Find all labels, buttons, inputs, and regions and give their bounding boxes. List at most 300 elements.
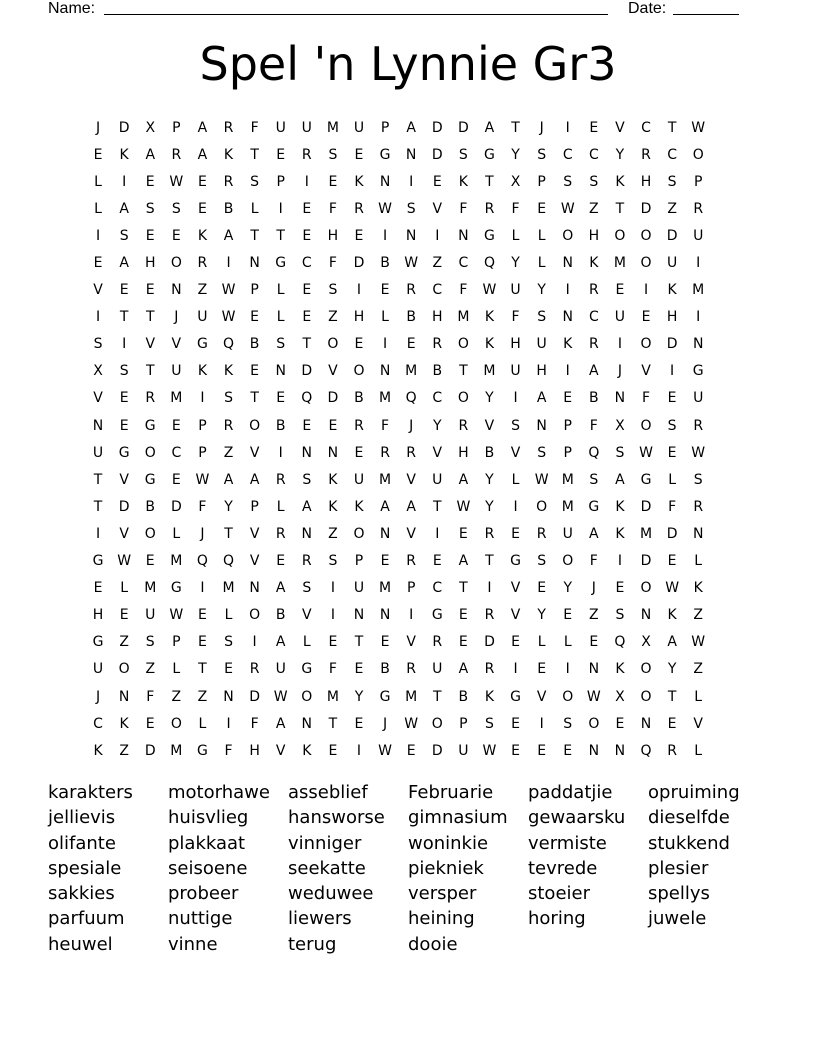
grid-letter: P — [563, 444, 572, 461]
word-item: sakkies — [48, 883, 115, 905]
grid-letter: O — [353, 525, 365, 542]
grid-letter: A — [223, 227, 234, 244]
grid-letter: R — [484, 607, 495, 624]
grid-letter: E — [589, 634, 599, 651]
grid-letter: S — [406, 200, 416, 217]
grid-letter: C — [93, 715, 103, 732]
grid-letter: U — [301, 119, 312, 136]
grid-letter: E — [171, 227, 181, 244]
grid-letter: F — [224, 742, 233, 759]
grid-letter: E — [641, 309, 651, 326]
grid-letter: I — [356, 742, 362, 759]
grid-letter: N — [301, 525, 313, 542]
grid-letter: D — [457, 119, 469, 136]
grid-letter: X — [145, 119, 156, 136]
grid-letter: D — [170, 498, 182, 515]
grid-letter: L — [694, 688, 703, 705]
grid-letter: O — [327, 336, 339, 353]
grid-letter: E — [615, 282, 625, 299]
grid-letter: N — [640, 607, 652, 624]
grid-letter: Y — [224, 498, 233, 515]
grid-row — [85, 602, 735, 629]
grid-letter: G — [510, 553, 521, 570]
grid-letter: E — [615, 715, 625, 732]
grid-row — [85, 493, 735, 520]
grid-row — [85, 168, 735, 195]
grid-letter: N — [249, 255, 260, 272]
grid-letter: O — [588, 715, 600, 732]
grid-letter: D — [431, 146, 443, 163]
grid-letter: E — [119, 417, 129, 434]
grid-letter: D — [301, 363, 313, 380]
grid-letter: E — [276, 390, 286, 407]
grid-row — [85, 656, 735, 683]
grid-letter: G — [379, 688, 391, 705]
grid-letter: A — [197, 146, 208, 163]
grid-letter: P — [693, 173, 703, 190]
grid-letter: I — [513, 498, 518, 515]
grid-letter: Q — [405, 390, 417, 407]
grid-letter: O — [640, 336, 652, 353]
grid-letter: B — [432, 363, 443, 380]
grid-letter: N — [379, 173, 391, 190]
grid-letter: O — [640, 417, 652, 434]
grid-letter: L — [276, 498, 285, 515]
grid-letter: E — [145, 227, 155, 244]
grid-letter: I — [278, 444, 283, 461]
grid-letter: E — [197, 607, 207, 624]
grid-letter: O — [562, 553, 574, 570]
grid-letter: L — [250, 200, 259, 217]
grid-letter: I — [513, 661, 518, 678]
grid-letter: X — [641, 634, 651, 651]
grid-letter: I — [409, 607, 414, 624]
grid-letter: C — [588, 146, 599, 163]
grid-letter: S — [615, 444, 625, 461]
grid-letter: T — [485, 173, 494, 190]
word-item: dooie — [408, 933, 458, 955]
grid-letter: C — [588, 309, 599, 326]
grid-letter: E — [145, 282, 155, 299]
grid-letter: A — [615, 471, 625, 488]
grid-letter: P — [172, 119, 181, 136]
grid-letter: U — [353, 119, 365, 136]
grid-letter: S — [119, 227, 129, 244]
word-item: spesiale — [48, 857, 122, 879]
grid-letter: A — [302, 498, 312, 515]
grid-letter: N — [379, 607, 391, 624]
grid-letter: E — [302, 200, 312, 217]
grid-letter: I — [330, 607, 335, 624]
grid-letter: W — [221, 282, 236, 299]
grid-letter: T — [93, 471, 103, 488]
grid-letter: H — [510, 336, 521, 353]
word-item: nuttige — [168, 908, 233, 930]
grid-row — [85, 385, 735, 412]
grid-letter: U — [432, 471, 443, 488]
grid-letter: R — [406, 661, 417, 678]
grid-letter: N — [301, 715, 313, 732]
word-item: huisvlieg — [168, 807, 249, 829]
grid-letter: T — [250, 390, 259, 407]
grid-letter: F — [511, 309, 520, 326]
grid-letter: B — [406, 309, 416, 326]
grid-letter: U — [92, 661, 104, 678]
grid-letter: V — [432, 200, 443, 217]
grid-letter: E — [537, 200, 547, 217]
word-item: tevrede — [528, 857, 598, 879]
grid-letter: K — [119, 715, 129, 732]
grid-letter: T — [511, 119, 520, 136]
grid-letter: J — [174, 309, 179, 326]
grid-letter: T — [667, 119, 677, 136]
grid-letter: M — [561, 498, 574, 515]
grid-letter: Q — [640, 742, 652, 759]
grid-letter: L — [94, 173, 102, 190]
grid-letter: R — [223, 119, 234, 136]
grid-letter: D — [118, 119, 130, 136]
grid-letter: Q — [588, 444, 600, 461]
grid-letter: Y — [485, 471, 494, 488]
grid-letter: Y — [354, 688, 364, 705]
grid-letter: V — [93, 390, 103, 407]
grid-letter: N — [223, 688, 234, 705]
grid-letter: R — [145, 390, 156, 407]
grid-letter: L — [668, 471, 677, 488]
grid-letter: Y — [511, 146, 520, 163]
grid-row — [85, 358, 735, 385]
grid-letter: F — [459, 200, 468, 217]
grid-letter: R — [432, 336, 443, 353]
grid-letter: M — [379, 580, 392, 597]
grid-letter: P — [563, 417, 572, 434]
grid-letter: I — [565, 119, 570, 136]
grid-letter: Z — [223, 444, 234, 461]
grid-letter: N — [249, 580, 260, 597]
grid-letter: E — [119, 282, 129, 299]
grid-letter: R — [171, 146, 182, 163]
grid-letter: I — [643, 282, 649, 299]
grid-letter: K — [119, 146, 129, 163]
grid-letter: E — [537, 661, 547, 678]
grid-letter: R — [249, 661, 260, 678]
grid-letter: U — [197, 309, 208, 326]
grid-letter: O — [640, 227, 652, 244]
grid-letter: S — [224, 634, 233, 651]
grid-letter: B — [145, 498, 156, 515]
grid-letter: L — [694, 742, 703, 759]
grid-letter: T — [354, 634, 364, 651]
word-item: karakters — [48, 782, 133, 803]
grid-letter: K — [197, 363, 208, 380]
grid-letter: O — [353, 363, 365, 380]
grid-letter: Z — [328, 525, 338, 542]
grid-row — [85, 412, 735, 439]
grid-letter: Q — [196, 553, 208, 570]
grid-letter: V — [432, 444, 443, 461]
grid-letter: G — [92, 553, 104, 570]
grid-letter: S — [537, 146, 547, 163]
grid-letter: O — [249, 607, 261, 624]
grid-letter: Q — [301, 390, 313, 407]
grid-letter: K — [354, 498, 364, 515]
grid-letter: K — [302, 742, 312, 759]
grid-letter: N — [379, 363, 391, 380]
grid-letter: T — [198, 661, 207, 678]
grid-letter: W — [195, 471, 210, 488]
grid-letter: N — [458, 227, 469, 244]
grid-letter: A — [536, 390, 547, 407]
grid-letter: L — [302, 634, 311, 651]
grid-letter: J — [383, 715, 388, 732]
grid-letter: C — [171, 444, 182, 461]
grid-letter: W — [691, 444, 706, 461]
word-item: stukkend — [648, 832, 730, 854]
grid-letter: D — [640, 553, 652, 570]
grid-letter: N — [92, 417, 104, 434]
grid-letter: D — [431, 742, 443, 759]
grid-letter: V — [641, 363, 651, 380]
grid-letter: H — [458, 444, 469, 461]
grid-letter: R — [693, 417, 704, 434]
grid-letter: Z — [197, 688, 208, 705]
grid-letter: E — [197, 200, 207, 217]
grid-letter: B — [380, 255, 390, 272]
grid-letter: A — [380, 498, 390, 515]
letter-grid — [85, 114, 735, 764]
grid-letter: O — [692, 146, 704, 163]
grid-letter: M — [170, 742, 183, 759]
grid-letter: T — [224, 525, 233, 542]
grid-letter: W — [169, 607, 184, 624]
grid-letter: F — [641, 390, 651, 407]
grid-letter: K — [223, 363, 234, 380]
grid-letter: M — [639, 525, 653, 542]
grid-letter: W — [169, 173, 184, 190]
date-blank-line — [673, 14, 739, 15]
grid-letter: V — [510, 607, 521, 624]
grid-letter: K — [693, 580, 703, 597]
grid-letter: E — [406, 742, 416, 759]
grid-letter: T — [459, 363, 468, 380]
grid-letter: Z — [693, 607, 703, 624]
grid-letter: I — [330, 580, 335, 597]
grid-row — [85, 548, 735, 575]
grid-letter: E — [354, 146, 364, 163]
grid-letter: R — [406, 553, 417, 570]
grid-letter: F — [328, 200, 337, 217]
word-item: plesier — [648, 857, 709, 879]
grid-letter: Z — [119, 634, 129, 651]
grid-letter: H — [249, 742, 260, 759]
grid-letter: V — [302, 607, 312, 624]
name-blank-line — [104, 14, 608, 15]
grid-letter: K — [354, 173, 364, 190]
grid-letter: O — [249, 417, 261, 434]
grid-letter: W — [273, 688, 288, 705]
grid-letter: L — [511, 471, 520, 488]
grid-row — [85, 304, 735, 331]
grid-letter: S — [537, 553, 547, 570]
grid-letter: E — [511, 525, 520, 542]
word-item: vinne — [168, 933, 218, 955]
grid-letter: B — [223, 200, 234, 217]
grid-letter: A — [589, 525, 599, 542]
grid-letter: D — [118, 498, 130, 515]
grid-letter: O — [144, 444, 156, 461]
grid-letter: H — [353, 309, 365, 326]
grid-letter: M — [326, 119, 339, 136]
word-item: paddatjie — [528, 782, 613, 803]
grid-letter: E — [667, 553, 677, 570]
grid-letter: Q — [223, 553, 235, 570]
word-item: jellievis — [48, 807, 116, 829]
grid-letter: I — [95, 309, 101, 326]
grid-letter: L — [537, 255, 546, 272]
grid-letter: F — [589, 553, 598, 570]
grid-letter: A — [484, 119, 495, 136]
grid-letter: N — [536, 417, 547, 434]
grid-letter: I — [435, 227, 440, 244]
grid-letter: R — [301, 146, 312, 163]
grid-letter: L — [537, 227, 546, 244]
grid-row — [85, 439, 735, 466]
grid-letter: K — [615, 498, 625, 515]
grid-letter: I — [278, 200, 283, 217]
grid-letter: E — [302, 417, 312, 434]
grid-letter: A — [249, 471, 260, 488]
grid-letter: L — [537, 634, 546, 651]
grid-letter: T — [667, 688, 677, 705]
grid-letter: V — [145, 336, 156, 353]
grid-letter: I — [383, 336, 388, 353]
grid-letter: A — [197, 119, 208, 136]
grid-letter: L — [511, 227, 520, 244]
grid-letter: N — [405, 146, 417, 163]
grid-letter: K — [563, 336, 573, 353]
grid-letter: G — [118, 444, 130, 461]
grid-letter: I — [122, 173, 127, 190]
grid-letter: H — [588, 227, 600, 244]
grid-letter: G — [484, 146, 495, 163]
word-item: vermiste — [528, 832, 607, 854]
grid-letter: S — [667, 173, 677, 190]
grid-letter: G — [510, 688, 521, 705]
word-item: vinniger — [288, 832, 362, 854]
grid-letter: J — [539, 119, 544, 136]
grid-letter: E — [354, 336, 364, 353]
grid-letter: V — [328, 363, 338, 380]
word-item: asseblief — [288, 782, 368, 803]
grid-letter: J — [617, 363, 622, 380]
grid-letter: V — [510, 580, 521, 597]
grid-letter: E — [406, 336, 416, 353]
grid-row — [85, 575, 735, 602]
grid-letter: C — [458, 255, 469, 272]
grid-letter: D — [666, 227, 678, 244]
grid-letter: E — [537, 742, 547, 759]
grid-letter: R — [536, 525, 547, 542]
grid-letter: E — [250, 309, 260, 326]
grid-letter: V — [536, 688, 547, 705]
grid-row — [85, 710, 735, 737]
word-item: opruiming — [648, 782, 740, 803]
grid-letter: I — [252, 634, 257, 651]
grid-letter: K — [667, 607, 677, 624]
grid-row — [85, 520, 735, 547]
grid-row — [85, 249, 735, 276]
grid-letter: E — [171, 417, 181, 434]
grid-letter: M — [692, 282, 705, 299]
grid-letter: O — [118, 661, 130, 678]
grid-letter: R — [484, 200, 495, 217]
grid-letter: S — [537, 309, 547, 326]
grid-letter: E — [171, 471, 181, 488]
grid-letter: T — [432, 688, 442, 705]
grid-letter: V — [119, 471, 129, 488]
grid-letter: V — [171, 336, 182, 353]
grid-letter: I — [226, 715, 231, 732]
grid-letter: N — [588, 661, 600, 678]
grid-letter: A — [667, 634, 677, 651]
grid-letter: U — [614, 309, 626, 326]
page-title: Spel 'n Lynnie Gr3 — [199, 37, 617, 91]
grid-letter: E — [511, 634, 520, 651]
grid-letter: R — [588, 336, 599, 353]
grid-letter: S — [458, 146, 468, 163]
grid-letter: M — [379, 471, 392, 488]
grid-letter: Z — [693, 661, 703, 678]
grid-letter: E — [302, 227, 312, 244]
grid-letter: K — [615, 525, 625, 542]
grid-letter: U — [275, 119, 286, 136]
grid-letter: W — [586, 688, 601, 705]
grid-letter: S — [563, 173, 573, 190]
grid-letter: G — [144, 417, 156, 434]
grid-letter: R — [223, 173, 234, 190]
grid-letter: R — [354, 200, 364, 217]
grid-letter: O — [170, 255, 182, 272]
grid-letter: V — [484, 417, 495, 434]
grid-letter: I — [617, 553, 622, 570]
grid-letter: E — [145, 553, 155, 570]
grid-letter: G — [92, 634, 104, 651]
word-column — [528, 780, 646, 932]
grid-letter: W — [456, 498, 471, 515]
grid-letter: A — [458, 471, 469, 488]
grid-letter: C — [641, 119, 651, 136]
grid-letter: D — [327, 390, 339, 407]
grid-letter: N — [275, 363, 286, 380]
grid-letter: P — [198, 417, 207, 434]
grid-letter: V — [249, 553, 260, 570]
grid-letter: N — [562, 309, 573, 326]
grid-letter: S — [145, 200, 155, 217]
grid-letter: S — [328, 553, 338, 570]
grid-letter: I — [696, 255, 701, 272]
grid-letter: T — [250, 227, 259, 244]
grid-letter: I — [383, 227, 388, 244]
grid-letter: C — [432, 580, 443, 597]
grid-letter: M — [405, 363, 418, 380]
grid-letter: P — [198, 444, 207, 461]
word-item: probeer — [168, 883, 239, 905]
grid-letter: F — [146, 688, 155, 705]
grid-letter: D — [249, 688, 260, 705]
grid-letter: A — [145, 146, 156, 163]
grid-letter: O — [457, 390, 469, 407]
grid-letter: W — [378, 200, 392, 217]
